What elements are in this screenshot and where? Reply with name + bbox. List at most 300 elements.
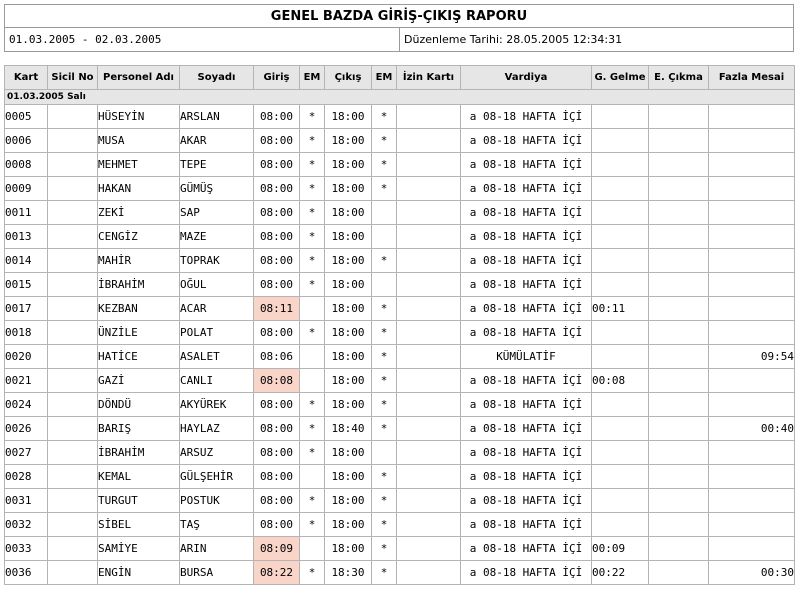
table-row[interactable] <box>5 129 795 153</box>
cell-em-out: * <box>372 249 397 273</box>
cell-em-out: * <box>372 393 397 417</box>
cell-sicil-no <box>48 249 98 273</box>
col-header-fazla-mesai[interactable]: Fazla Mesai <box>709 66 795 90</box>
cell-gec-gelme <box>592 249 649 273</box>
cell-kart: 0018 <box>5 321 48 345</box>
report-info-row <box>4 28 794 52</box>
edit-date-value: 28.05.2005 12:34:31 <box>506 33 623 46</box>
col-header-vardiya[interactable]: Vardiya <box>461 66 592 90</box>
cell-personel-adi: MAHİR <box>98 249 180 273</box>
cell-fazla-mesai <box>709 489 795 513</box>
cell-em-out: * <box>372 153 397 177</box>
cell-gec-gelme: 00:09 <box>592 537 649 561</box>
cell-izin-karti <box>397 393 461 417</box>
cell-fazla-mesai <box>709 297 795 321</box>
cell-soyadi: GÜLŞEHİR <box>180 465 254 489</box>
cell-em-in: * <box>300 177 325 201</box>
cell-soyadi: POLAT <box>180 321 254 345</box>
cell-giris: 08:00 <box>254 153 300 177</box>
cell-giris: 08:00 <box>254 513 300 537</box>
cell-cikis: 18:00 <box>325 441 372 465</box>
cell-erken-cikma <box>649 321 709 345</box>
cell-sicil-no <box>48 345 98 369</box>
cell-kart: 0014 <box>5 249 48 273</box>
cell-soyadi: ARIN <box>180 537 254 561</box>
cell-cikis: 18:00 <box>325 177 372 201</box>
cell-soyadi: AKYÜREK <box>180 393 254 417</box>
table-row[interactable] <box>5 369 795 393</box>
cell-personel-adi: MUSA <box>98 129 180 153</box>
cell-vardiya: a 08-18 HAFTA İÇİ <box>461 465 592 489</box>
cell-personel-adi: SİBEL <box>98 513 180 537</box>
col-header-personel-adi[interactable]: Personel Adı <box>98 66 180 90</box>
cell-sicil-no <box>48 537 98 561</box>
cell-em-in: * <box>300 225 325 249</box>
cell-izin-karti <box>397 321 461 345</box>
cell-izin-karti <box>397 561 461 585</box>
cell-personel-adi: BARIŞ <box>98 417 180 441</box>
cell-personel-adi: HÜSEYİN <box>98 105 180 129</box>
cell-personel-adi: ÜNZİLE <box>98 321 180 345</box>
cell-vardiya: a 08-18 HAFTA İÇİ <box>461 129 592 153</box>
cell-em-in: * <box>300 393 325 417</box>
col-header-gec-gelme[interactable]: G. Gelme <box>592 66 649 90</box>
cell-cikis: 18:00 <box>325 105 372 129</box>
cell-em-in: * <box>300 105 325 129</box>
cell-vardiya: a 08-18 HAFTA İÇİ <box>461 561 592 585</box>
cell-giris: 08:00 <box>254 393 300 417</box>
cell-cikis: 18:00 <box>325 489 372 513</box>
cell-fazla-mesai <box>709 249 795 273</box>
cell-em-in: * <box>300 129 325 153</box>
cell-izin-karti <box>397 153 461 177</box>
cell-em-out: * <box>372 369 397 393</box>
cell-soyadi: ARSUZ <box>180 441 254 465</box>
cell-izin-karti <box>397 273 461 297</box>
col-header-erken-cikma[interactable]: E. Çıkma <box>649 66 709 90</box>
cell-giris: 08:00 <box>254 417 300 441</box>
col-header-sicil-no[interactable]: Sicil No <box>48 66 98 90</box>
cell-erken-cikma <box>649 273 709 297</box>
cell-em-in: * <box>300 441 325 465</box>
cell-em-in: * <box>300 201 325 225</box>
cell-gec-gelme: 00:08 <box>592 369 649 393</box>
cell-vardiya: a 08-18 HAFTA İÇİ <box>461 537 592 561</box>
cell-izin-karti <box>397 345 461 369</box>
cell-erken-cikma <box>649 537 709 561</box>
cell-gec-gelme <box>592 441 649 465</box>
cell-vardiya: a 08-18 HAFTA İÇİ <box>461 297 592 321</box>
day-label: 01.03.2005 Salı <box>5 90 795 105</box>
cell-em-out: * <box>372 417 397 441</box>
report-title: GENEL BAZDA GİRİŞ-ÇIKIŞ RAPORU <box>4 4 794 28</box>
table-row[interactable] <box>5 489 795 513</box>
table-row[interactable] <box>5 441 795 465</box>
table-row[interactable] <box>5 297 795 321</box>
cell-soyadi: ACAR <box>180 297 254 321</box>
cell-kart: 0015 <box>5 273 48 297</box>
cell-cikis: 18:40 <box>325 417 372 441</box>
cell-sicil-no <box>48 513 98 537</box>
cell-soyadi: MAZE <box>180 225 254 249</box>
cell-fazla-mesai <box>709 201 795 225</box>
cell-em-in <box>300 537 325 561</box>
cell-kart: 0008 <box>5 153 48 177</box>
cell-giris: 08:08 <box>254 369 300 393</box>
cell-personel-adi: CENGİZ <box>98 225 180 249</box>
cell-gec-gelme <box>592 345 649 369</box>
cell-em-out: * <box>372 537 397 561</box>
cell-erken-cikma <box>649 393 709 417</box>
cell-fazla-mesai <box>709 273 795 297</box>
cell-erken-cikma <box>649 465 709 489</box>
cell-cikis: 18:00 <box>325 345 372 369</box>
cell-erken-cikma <box>649 249 709 273</box>
cell-vardiya: a 08-18 HAFTA İÇİ <box>461 489 592 513</box>
cell-gec-gelme: 00:11 <box>592 297 649 321</box>
cell-gec-gelme <box>592 465 649 489</box>
cell-giris: 08:00 <box>254 489 300 513</box>
cell-erken-cikma <box>649 561 709 585</box>
cell-gec-gelme <box>592 513 649 537</box>
cell-em-in: * <box>300 417 325 441</box>
cell-fazla-mesai <box>709 441 795 465</box>
cell-personel-adi: DÖNDÜ <box>98 393 180 417</box>
cell-izin-karti <box>397 417 461 441</box>
cell-izin-karti <box>397 201 461 225</box>
attendance-table <box>4 65 795 585</box>
cell-sicil-no <box>48 393 98 417</box>
table-row[interactable] <box>5 393 795 417</box>
cell-sicil-no <box>48 105 98 129</box>
cell-vardiya: a 08-18 HAFTA İÇİ <box>461 249 592 273</box>
cell-giris: 08:00 <box>254 177 300 201</box>
cell-vardiya: a 08-18 HAFTA İÇİ <box>461 177 592 201</box>
cell-em-in: * <box>300 249 325 273</box>
cell-cikis: 18:30 <box>325 561 372 585</box>
cell-em-out: * <box>372 345 397 369</box>
cell-sicil-no <box>48 153 98 177</box>
cell-fazla-mesai <box>709 513 795 537</box>
cell-fazla-mesai <box>709 369 795 393</box>
cell-em-out: * <box>372 177 397 201</box>
cell-personel-adi: TURGUT <box>98 489 180 513</box>
table-row[interactable] <box>5 465 795 489</box>
cell-em-out: * <box>372 297 397 321</box>
cell-erken-cikma <box>649 513 709 537</box>
cell-em-out: * <box>372 465 397 489</box>
cell-kart: 0033 <box>5 537 48 561</box>
edit-date-label: Düzenleme Tarihi: <box>404 33 503 46</box>
cell-em-in <box>300 369 325 393</box>
cell-kart: 0006 <box>5 129 48 153</box>
cell-soyadi: TOPRAK <box>180 249 254 273</box>
table-row[interactable] <box>5 225 795 249</box>
col-header-cikis[interactable]: Çıkış <box>325 66 372 90</box>
cell-em-in: * <box>300 273 325 297</box>
cell-erken-cikma <box>649 153 709 177</box>
cell-soyadi: ARSLAN <box>180 105 254 129</box>
cell-personel-adi: GAZİ <box>98 369 180 393</box>
cell-soyadi: CANLI <box>180 369 254 393</box>
cell-fazla-mesai <box>709 321 795 345</box>
cell-erken-cikma <box>649 201 709 225</box>
table-row[interactable] <box>5 417 795 441</box>
cell-cikis: 18:00 <box>325 225 372 249</box>
cell-erken-cikma <box>649 129 709 153</box>
table-row[interactable] <box>5 513 795 537</box>
table-row[interactable] <box>5 345 795 369</box>
table-row[interactable] <box>5 321 795 345</box>
cell-em-out: * <box>372 489 397 513</box>
cell-soyadi: POSTUK <box>180 489 254 513</box>
cell-sicil-no <box>48 177 98 201</box>
cell-em-out: * <box>372 321 397 345</box>
cell-fazla-mesai <box>709 177 795 201</box>
cell-cikis: 18:00 <box>325 153 372 177</box>
cell-gec-gelme <box>592 177 649 201</box>
cell-vardiya: a 08-18 HAFTA İÇİ <box>461 441 592 465</box>
cell-giris: 08:00 <box>254 465 300 489</box>
col-header-giris[interactable]: Giriş <box>254 66 300 90</box>
cell-erken-cikma <box>649 369 709 393</box>
cell-kart: 0017 <box>5 297 48 321</box>
cell-izin-karti <box>397 441 461 465</box>
cell-sicil-no <box>48 489 98 513</box>
cell-sicil-no <box>48 417 98 441</box>
cell-soyadi: ASALET <box>180 345 254 369</box>
cell-em-in: * <box>300 153 325 177</box>
cell-kart: 0026 <box>5 417 48 441</box>
cell-fazla-mesai: 00:40 <box>709 417 795 441</box>
cell-cikis: 18:00 <box>325 201 372 225</box>
cell-vardiya: a 08-18 HAFTA İÇİ <box>461 417 592 441</box>
cell-gec-gelme <box>592 129 649 153</box>
cell-giris: 08:00 <box>254 249 300 273</box>
cell-erken-cikma <box>649 177 709 201</box>
cell-sicil-no <box>48 561 98 585</box>
cell-vardiya: a 08-18 HAFTA İÇİ <box>461 225 592 249</box>
cell-em-out <box>372 201 397 225</box>
cell-izin-karti <box>397 249 461 273</box>
cell-kart: 0036 <box>5 561 48 585</box>
cell-gec-gelme <box>592 225 649 249</box>
cell-izin-karti <box>397 105 461 129</box>
cell-giris: 08:22 <box>254 561 300 585</box>
cell-soyadi: SAP <box>180 201 254 225</box>
cell-cikis: 18:00 <box>325 513 372 537</box>
table-header-row <box>5 66 795 90</box>
cell-izin-karti <box>397 465 461 489</box>
cell-kart: 0013 <box>5 225 48 249</box>
table-row[interactable] <box>5 561 795 585</box>
cell-fazla-mesai <box>709 393 795 417</box>
cell-em-in: * <box>300 321 325 345</box>
cell-giris: 08:09 <box>254 537 300 561</box>
cell-vardiya: a 08-18 HAFTA İÇİ <box>461 369 592 393</box>
cell-cikis: 18:00 <box>325 537 372 561</box>
cell-em-out <box>372 441 397 465</box>
cell-vardiya: a 08-18 HAFTA İÇİ <box>461 105 592 129</box>
cell-izin-karti <box>397 177 461 201</box>
cell-izin-karti <box>397 537 461 561</box>
cell-giris: 08:00 <box>254 225 300 249</box>
cell-cikis: 18:00 <box>325 273 372 297</box>
cell-fazla-mesai: 00:30 <box>709 561 795 585</box>
cell-vardiya: a 08-18 HAFTA İÇİ <box>461 153 592 177</box>
cell-sicil-no <box>48 201 98 225</box>
cell-sicil-no <box>48 297 98 321</box>
cell-giris: 08:06 <box>254 345 300 369</box>
cell-kart: 0031 <box>5 489 48 513</box>
cell-fazla-mesai <box>709 465 795 489</box>
cell-izin-karti <box>397 513 461 537</box>
cell-kart: 0021 <box>5 369 48 393</box>
cell-em-out <box>372 225 397 249</box>
cell-erken-cikma <box>649 297 709 321</box>
cell-soyadi: HAYLAZ <box>180 417 254 441</box>
cell-fazla-mesai <box>709 105 795 129</box>
cell-giris: 08:00 <box>254 321 300 345</box>
cell-gec-gelme <box>592 201 649 225</box>
cell-kart: 0009 <box>5 177 48 201</box>
cell-em-in: * <box>300 489 325 513</box>
cell-kart: 0005 <box>5 105 48 129</box>
cell-personel-adi: KEZBAN <box>98 297 180 321</box>
col-header-kart[interactable]: Kart <box>5 66 48 90</box>
cell-cikis: 18:00 <box>325 129 372 153</box>
cell-erken-cikma <box>649 345 709 369</box>
cell-sicil-no <box>48 465 98 489</box>
cell-personel-adi: İBRAHİM <box>98 273 180 297</box>
cell-personel-adi: ZEKİ <box>98 201 180 225</box>
cell-cikis: 18:00 <box>325 297 372 321</box>
cell-izin-karti <box>397 489 461 513</box>
cell-sicil-no <box>48 369 98 393</box>
cell-vardiya: a 08-18 HAFTA İÇİ <box>461 201 592 225</box>
cell-giris: 08:11 <box>254 297 300 321</box>
cell-giris: 08:00 <box>254 273 300 297</box>
table-row[interactable] <box>5 153 795 177</box>
cell-cikis: 18:00 <box>325 321 372 345</box>
cell-erken-cikma <box>649 417 709 441</box>
cell-personel-adi: SAMİYE <box>98 537 180 561</box>
table-row[interactable] <box>5 201 795 225</box>
cell-kart: 0020 <box>5 345 48 369</box>
cell-em-in <box>300 465 325 489</box>
cell-sicil-no <box>48 441 98 465</box>
cell-gec-gelme <box>592 489 649 513</box>
cell-em-out: * <box>372 129 397 153</box>
cell-soyadi: TAŞ <box>180 513 254 537</box>
cell-gec-gelme <box>592 273 649 297</box>
cell-em-in: * <box>300 513 325 537</box>
cell-personel-adi: KEMAL <box>98 465 180 489</box>
cell-gec-gelme <box>592 393 649 417</box>
cell-gec-gelme <box>592 105 649 129</box>
cell-izin-karti <box>397 369 461 393</box>
col-header-em-out[interactable]: EM <box>372 66 397 90</box>
cell-giris: 08:00 <box>254 105 300 129</box>
cell-soyadi: TEPE <box>180 153 254 177</box>
cell-vardiya: a 08-18 HAFTA İÇİ <box>461 393 592 417</box>
cell-sicil-no <box>48 225 98 249</box>
edit-date <box>400 28 794 52</box>
cell-personel-adi: ENGİN <box>98 561 180 585</box>
cell-soyadi: GÜMÜŞ <box>180 177 254 201</box>
cell-cikis: 18:00 <box>325 393 372 417</box>
cell-erken-cikma <box>649 105 709 129</box>
cell-sicil-no <box>48 129 98 153</box>
cell-kart: 0028 <box>5 465 48 489</box>
cell-sicil-no <box>48 321 98 345</box>
table-row[interactable] <box>5 273 795 297</box>
col-header-em-in[interactable]: EM <box>300 66 325 90</box>
cell-izin-karti <box>397 225 461 249</box>
cell-vardiya: KÜMÜLATİF <box>461 345 592 369</box>
cell-personel-adi: HAKAN <box>98 177 180 201</box>
cell-em-out: * <box>372 513 397 537</box>
cell-kart: 0032 <box>5 513 48 537</box>
cell-gec-gelme: 00:22 <box>592 561 649 585</box>
cell-vardiya: a 08-18 HAFTA İÇİ <box>461 273 592 297</box>
cell-personel-adi: HATİCE <box>98 345 180 369</box>
cell-personel-adi: MEHMET <box>98 153 180 177</box>
cell-izin-karti <box>397 297 461 321</box>
cell-gec-gelme <box>592 321 649 345</box>
cell-fazla-mesai <box>709 537 795 561</box>
cell-soyadi: AKAR <box>180 129 254 153</box>
cell-giris: 08:00 <box>254 201 300 225</box>
cell-kart: 0027 <box>5 441 48 465</box>
cell-em-in <box>300 345 325 369</box>
table-row[interactable] <box>5 537 795 561</box>
cell-em-in <box>300 297 325 321</box>
cell-em-out: * <box>372 561 397 585</box>
cell-personel-adi: İBRAHİM <box>98 441 180 465</box>
cell-erken-cikma <box>649 225 709 249</box>
cell-vardiya: a 08-18 HAFTA İÇİ <box>461 321 592 345</box>
table-row[interactable] <box>5 105 795 129</box>
cell-sicil-no <box>48 273 98 297</box>
cell-kart: 0011 <box>5 201 48 225</box>
cell-fazla-mesai <box>709 225 795 249</box>
cell-cikis: 18:00 <box>325 369 372 393</box>
cell-em-out <box>372 273 397 297</box>
cell-fazla-mesai <box>709 153 795 177</box>
cell-izin-karti <box>397 129 461 153</box>
cell-cikis: 18:00 <box>325 465 372 489</box>
cell-fazla-mesai: 09:54 <box>709 345 795 369</box>
cell-em-out: * <box>372 105 397 129</box>
cell-kart: 0024 <box>5 393 48 417</box>
col-header-izin-karti[interactable]: İzin Kartı <box>397 66 461 90</box>
cell-soyadi: BURSA <box>180 561 254 585</box>
cell-giris: 08:00 <box>254 129 300 153</box>
cell-vardiya: a 08-18 HAFTA İÇİ <box>461 513 592 537</box>
table-row[interactable] <box>5 177 795 201</box>
cell-fazla-mesai <box>709 129 795 153</box>
col-header-soyadi[interactable]: Soyadı <box>180 66 254 90</box>
cell-gec-gelme <box>592 153 649 177</box>
cell-erken-cikma <box>649 441 709 465</box>
table-row[interactable] <box>5 249 795 273</box>
cell-erken-cikma <box>649 489 709 513</box>
cell-soyadi: OĞUL <box>180 273 254 297</box>
day-group-row <box>5 90 795 105</box>
cell-em-in: * <box>300 561 325 585</box>
date-range: 01.03.2005 - 02.03.2005 <box>4 28 400 52</box>
